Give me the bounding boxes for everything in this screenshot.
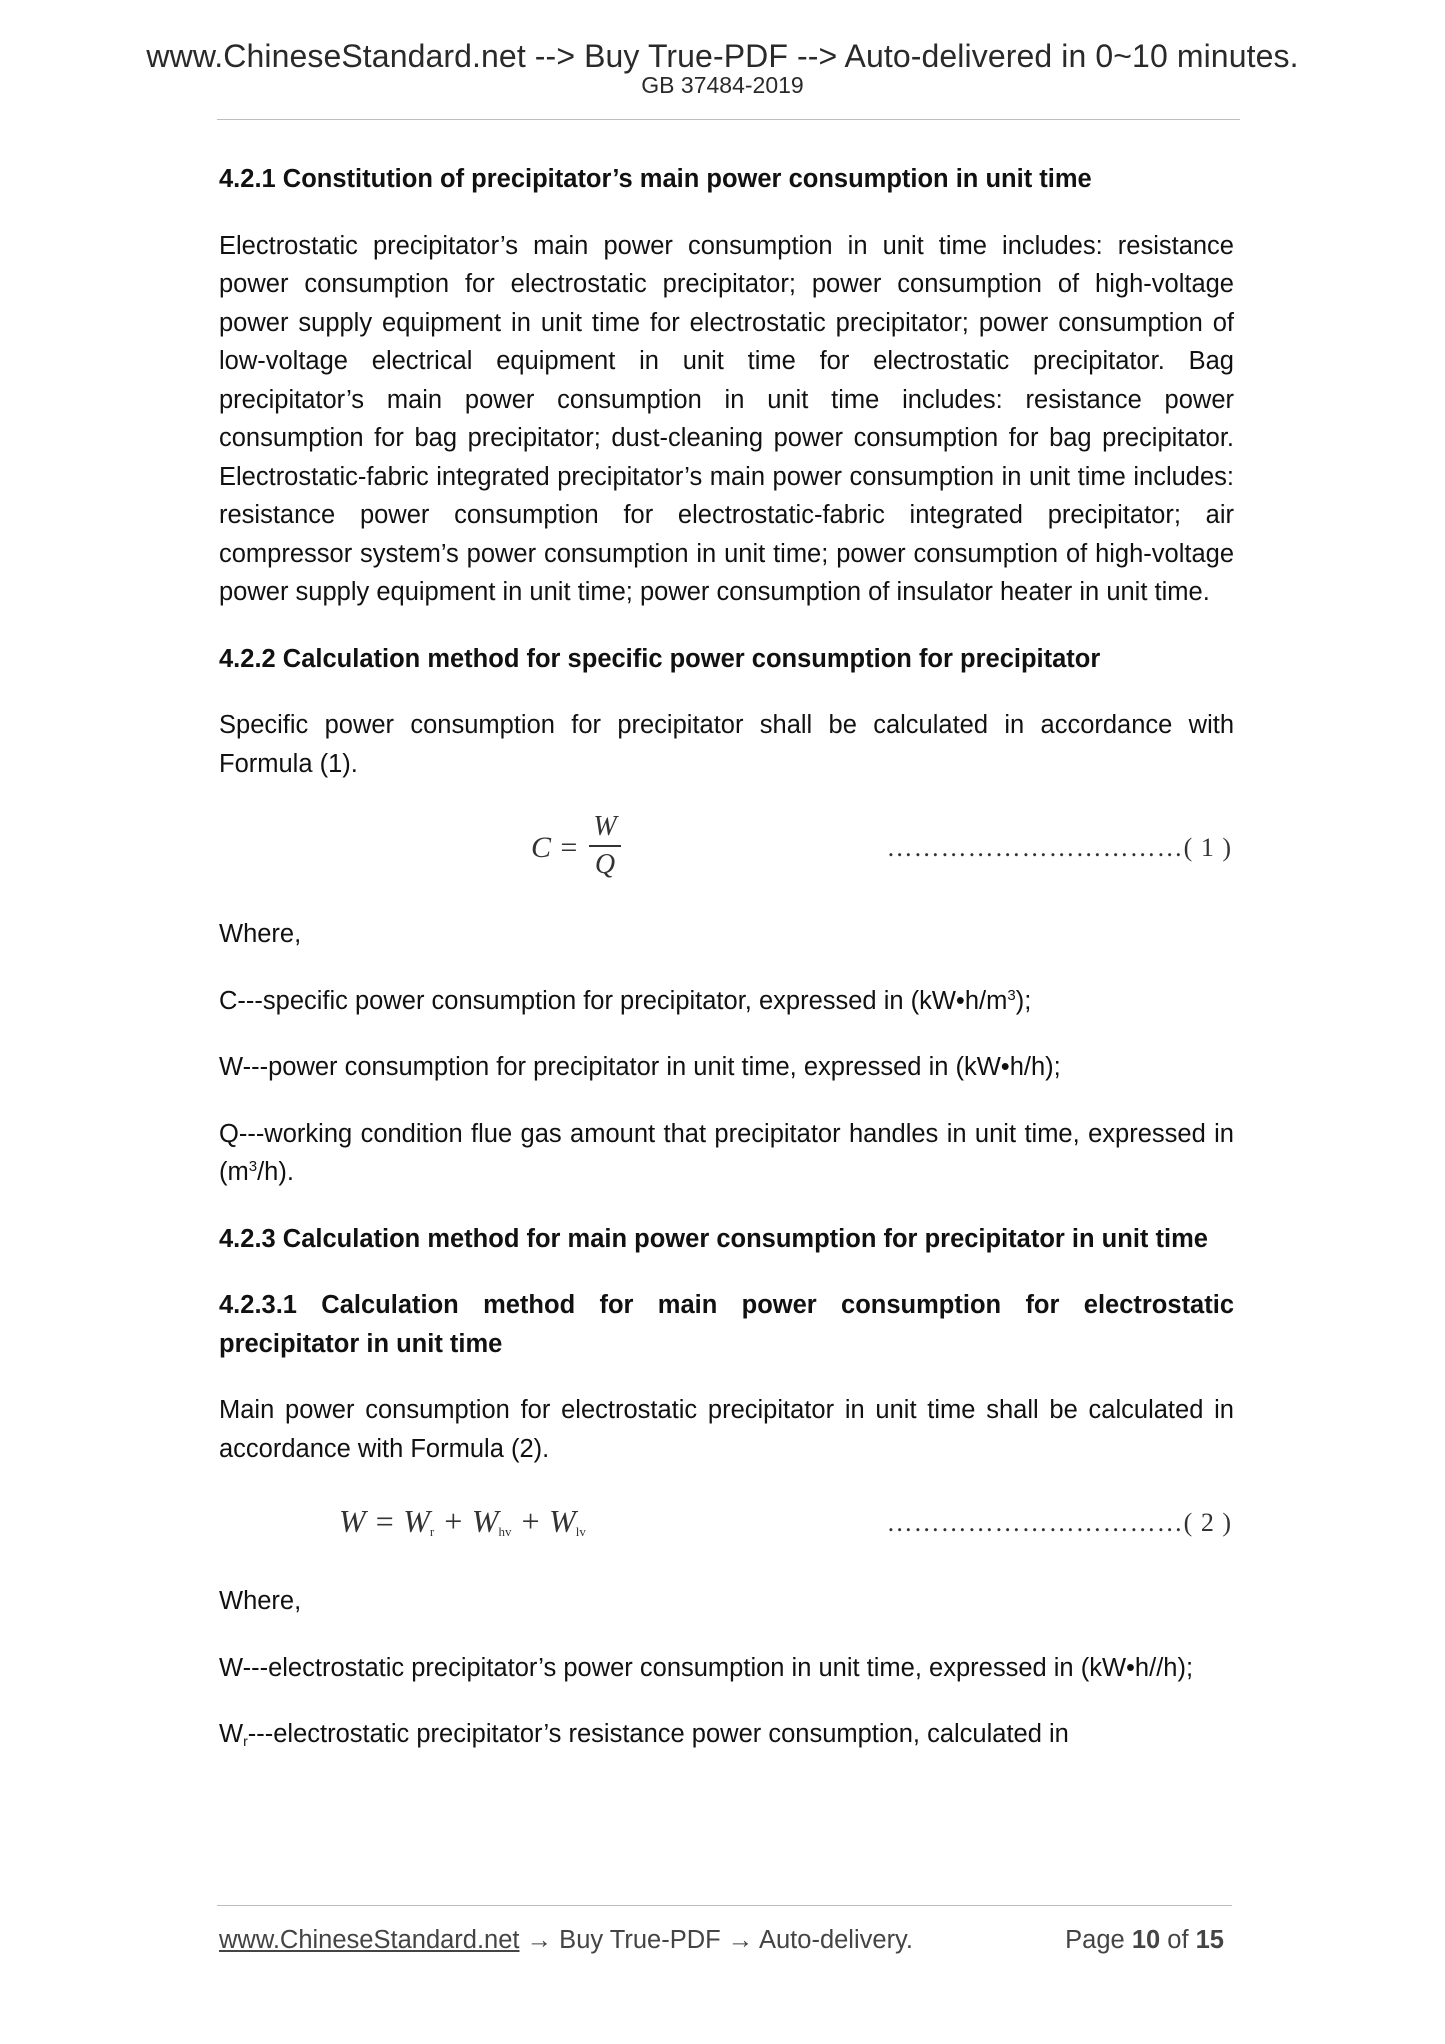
formula-2 — [219, 1496, 1234, 1552]
formula-2-equals: = — [365, 1503, 404, 1539]
formula-2-w: W — [339, 1503, 366, 1539]
section-4-2-2-body: Specific power consumption for precipitator shall be calculated in accordance with Formula (1). — [219, 711, 1234, 778]
formula-2-sub-lv: lv — [575, 1524, 586, 1539]
page-label: Page — [1065, 1926, 1132, 1954]
formula-1-denominator: Q — [594, 849, 616, 880]
definition-w-electrostatic: W---electrostatic precipitator’s power consumption in unit time, expressed in (kW•h//h); — [219, 1653, 1194, 1682]
formula-2-label: ( 2 ) — [1183, 1508, 1232, 1537]
page-of: of — [1160, 1926, 1196, 1954]
definition-c — [219, 982, 1234, 1021]
where-label-1: Where, — [219, 920, 302, 948]
definition-q-end: /h). — [257, 1158, 294, 1186]
formula-2-sub-r: r — [429, 1524, 435, 1539]
page-footer — [219, 1926, 1234, 1955]
footer-tagline: → Buy True-PDF → Auto-delivery. — [519, 1926, 913, 1954]
formula-1 — [219, 811, 1234, 885]
fraction-bar — [589, 845, 621, 847]
definition-c-text: C---specific power consumption for precipitator, expressed in (kW•h/m — [219, 986, 1008, 1015]
formula-2-leader-dots: …………………………… — [886, 1508, 1184, 1537]
site-banner: www.ChineseStandard.net --> Buy True-PDF --> Auto-delivered in 0~10 minutes. — [146, 38, 1299, 74]
formula-1-leader-dots: …………………………… — [886, 833, 1184, 862]
definition-q-superscript: 3 — [248, 1158, 258, 1175]
page-total: 15 — [1195, 1926, 1224, 1954]
formula-2-plus: + — [511, 1503, 550, 1539]
page-current: 10 — [1131, 1926, 1161, 1954]
footer-site-link[interactable]: www.ChineseStandard.net — [219, 1926, 520, 1954]
header-divider — [217, 119, 1240, 120]
section-4-2-3-1-heading: 4.2.3.1 Calculation method for main power consumption for electrostatic precipitator in unit time — [219, 1291, 1234, 1358]
formula-2-sub-hv: hv — [498, 1524, 512, 1539]
formula-1-label: ( 1 ) — [1183, 833, 1232, 862]
section-4-2-3-heading: 4.2.3 Calculation method for main power consumption for precipitator in unit time — [219, 1224, 1208, 1253]
definition-wr-symbol: W — [219, 1720, 244, 1748]
section-4-2-1-heading: 4.2.1 Constitution of precipitator’s main power consumption in unit time — [219, 165, 1092, 193]
formula-1-number — [887, 829, 1232, 868]
section-4-2-1-body: Electrostatic precipitator’s main power consumption in unit time includes: resistance power consumption for electrostatic precipitator; power consumption of high-voltage power supply equipment in unit time for electrostatic precipitator; power consumption of low-voltage electrical equipment in unit time for electrostatic precipitator. Bag precipitator’s main power consumption in unit time includes: resistance power consumption for bag precipitator; dust-cleaning power consumption for bag precipitator. Electrostatic-fabric integrated precipitator’s main power consumption in unit time includes: resistance power consumption for electrostatic-fabric integrated precipitator; air compressor system’s power consumption in unit time; power consumption of high-voltage power supply equipment in unit time; power consumption of insulator heater in unit time. — [219, 231, 1234, 606]
definition-wr-subscript: r — [243, 1733, 248, 1749]
definition-w: W---power consumption for precipitator in unit time, expressed in (kW•h/h); — [219, 1053, 1061, 1081]
formula-1-numerator: W — [593, 811, 617, 842]
definition-q — [219, 1115, 1234, 1192]
section-4-2-3-1-body: Main power consumption for electrostatic precipitator in unit time shall be calculated in accordance with Formula (2). — [219, 1396, 1234, 1463]
definition-wr — [219, 1715, 1234, 1761]
section-4-2-2-heading: 4.2.2 Calculation method for specific power consumption for precipitator — [219, 644, 1101, 673]
where-label-2: Where, — [219, 1587, 302, 1615]
footer-divider — [217, 1905, 1232, 1906]
page-indicator — [1065, 1926, 1224, 1955]
standard-number: GB 37484-2019 — [641, 72, 804, 98]
definition-c-end: ); — [1015, 986, 1032, 1015]
definition-wr-text: ---electrostatic precipitator’s resistance power consumption, calculated in — [247, 1720, 1069, 1748]
formula-2-whv: W — [471, 1503, 499, 1539]
formula-2-wr: W — [403, 1503, 430, 1539]
formula-1-lhs: C = — [531, 831, 579, 864]
formula-2-expression — [339, 1502, 586, 1552]
formula-2-wlv: W — [549, 1503, 576, 1539]
definition-c-superscript: 3 — [1007, 986, 1016, 1004]
formula-2-number — [887, 1504, 1232, 1543]
definition-q-text: Q---working condition flue gas amount that precipitator handles in unit time, expressed in (m — [219, 1119, 1234, 1186]
formula-1-fraction — [589, 811, 621, 881]
document-body — [219, 160, 1234, 1789]
formula-2-plus: + — [434, 1503, 472, 1539]
